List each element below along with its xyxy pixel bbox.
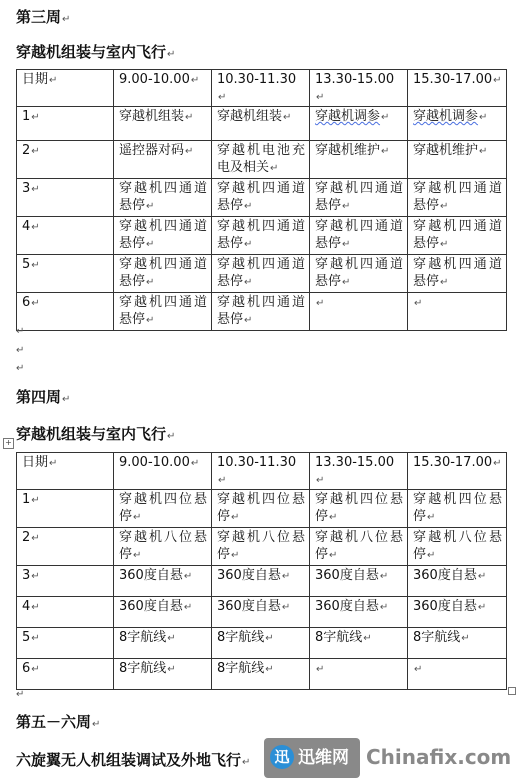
activity-cell[interactable] xyxy=(212,566,310,597)
cell-text: 穿越机维护 xyxy=(315,143,381,158)
header-cell-date[interactable] xyxy=(17,70,114,107)
cell-mark: ↵ xyxy=(381,146,390,157)
cell-text: 10.30-11.30 xyxy=(217,72,297,87)
cell-text: 穿越机组装 xyxy=(217,109,283,124)
cell-mark: ↵ xyxy=(218,92,227,103)
week4-heading xyxy=(16,388,70,409)
table-row xyxy=(17,293,507,331)
day-cell[interactable] xyxy=(17,597,114,628)
activity-cell[interactable] xyxy=(310,490,408,528)
activity-cell[interactable] xyxy=(212,628,310,659)
cell-text: 穿越机四通道悬停 xyxy=(315,219,403,251)
cell-text: 8字航线 xyxy=(119,630,167,645)
cell-mark: ↵ xyxy=(281,571,291,582)
table-row xyxy=(17,141,507,179)
week4-subheading xyxy=(16,425,175,446)
cell-text: 穿越机四通道悬停 xyxy=(413,219,502,251)
table-row xyxy=(17,255,507,293)
cell-mark: ↵ xyxy=(265,664,274,675)
cell-text: 15.30-17.00 xyxy=(413,455,493,470)
header-cell-time[interactable] xyxy=(408,453,507,490)
cell-text: 日期 xyxy=(22,455,49,470)
xunwei-logo-icon: 迅 xyxy=(270,745,294,769)
cell-text: 13.30-15.00 xyxy=(315,72,395,87)
activity-cell[interactable] xyxy=(310,217,408,255)
activity-cell[interactable] xyxy=(114,628,212,659)
cell-mark: ↵ xyxy=(31,260,40,271)
cell-mark: ↵ xyxy=(329,512,338,523)
activity-cell[interactable] xyxy=(310,628,408,659)
table-row xyxy=(17,490,507,528)
activity-cell[interactable] xyxy=(114,179,212,217)
cell-mark: ↵ xyxy=(414,664,423,675)
cell-text: 4 xyxy=(22,219,31,234)
cell-text: 穿越机四位悬停 xyxy=(315,492,403,524)
cell-mark: ↵ xyxy=(427,550,436,561)
week3-heading-text: 第三周 xyxy=(16,8,62,26)
activity-cell[interactable] xyxy=(408,628,507,659)
cell-text: 穿越机四通道悬停 xyxy=(315,181,403,213)
cell-mark: ↵ xyxy=(342,201,351,212)
activity-cell[interactable] xyxy=(310,179,408,217)
paragraph-mark: ↵ xyxy=(16,326,25,337)
cell-mark: ↵ xyxy=(146,277,155,288)
day-cell[interactable] xyxy=(17,179,114,217)
watermark-site-text: Chinafix.com xyxy=(366,745,512,769)
cell-mark: ↵ xyxy=(31,222,40,233)
cell-mark: ↵ xyxy=(231,550,240,561)
activity-cell[interactable] xyxy=(310,597,408,628)
cell-text: 穿越机四通道悬停 xyxy=(119,295,207,327)
paragraph-mark: ↵ xyxy=(62,14,71,25)
cell-text: 穿越机八位悬停 xyxy=(413,530,502,562)
header-cell-time[interactable] xyxy=(310,70,408,107)
cell-text: 9.00-10.00 xyxy=(119,455,190,470)
activity-cell[interactable] xyxy=(310,107,408,141)
cell-mark: ↵ xyxy=(493,75,502,86)
cell-text: 9.00-10.00 xyxy=(119,72,190,87)
activity-cell[interactable] xyxy=(212,528,310,566)
activity-cell[interactable] xyxy=(114,141,212,179)
table-row xyxy=(17,107,507,141)
table-row xyxy=(17,528,507,566)
cell-mark: ↵ xyxy=(31,184,40,195)
table-header-row xyxy=(17,70,507,107)
header-cell-time[interactable] xyxy=(310,453,408,490)
activity-cell[interactable] xyxy=(408,659,507,690)
cell-mark: ↵ xyxy=(342,239,351,250)
cell-mark: ↵ xyxy=(190,458,200,469)
activity-cell[interactable] xyxy=(114,597,212,628)
table-row xyxy=(17,628,507,659)
cell-text: 360度自悬 xyxy=(413,599,477,614)
day-cell[interactable] xyxy=(17,628,114,659)
cell-text: 穿越机维护 xyxy=(413,143,479,158)
cell-text: 8字航线 xyxy=(217,630,265,645)
cell-mark: ↵ xyxy=(167,664,176,675)
table-row xyxy=(17,566,507,597)
cell-text: 6 xyxy=(22,295,31,310)
activity-cell[interactable] xyxy=(212,255,310,293)
table-move-icon[interactable]: + xyxy=(3,438,14,449)
watermark-logo-text: 迅维网 xyxy=(298,748,349,768)
activity-cell[interactable] xyxy=(114,659,212,690)
paragraph-mark: ↵ xyxy=(16,363,25,374)
cell-text: 穿越机八位悬停 xyxy=(119,530,207,562)
cell-text: 1 xyxy=(22,109,31,124)
week56-heading xyxy=(16,713,100,734)
activity-cell[interactable] xyxy=(310,659,408,690)
cell-text: 穿越机四通道悬停 xyxy=(413,257,502,289)
cell-text: 穿越机四通道悬停 xyxy=(217,295,305,327)
cell-mark: ↵ xyxy=(461,633,470,644)
cell-mark: ↵ xyxy=(381,112,390,123)
cell-mark: ↵ xyxy=(49,75,58,86)
activity-cell[interactable] xyxy=(114,217,212,255)
cell-mark: ↵ xyxy=(31,633,40,644)
paragraph-mark: ↵ xyxy=(92,719,101,730)
cell-text: 穿越机调参 xyxy=(413,109,479,124)
activity-cell[interactable] xyxy=(310,528,408,566)
cell-mark: ↵ xyxy=(31,112,40,123)
week56-heading-text: 第五－六周 xyxy=(16,713,92,731)
cell-mark: ↵ xyxy=(281,602,291,613)
activity-cell[interactable] xyxy=(408,566,507,597)
cell-text: 穿越机四通道悬停 xyxy=(119,257,207,289)
activity-cell[interactable] xyxy=(212,141,310,179)
week3-schedule-table xyxy=(16,69,507,331)
cell-mark: ↵ xyxy=(183,571,193,582)
cell-mark: ↵ xyxy=(146,315,155,326)
week3-heading xyxy=(16,8,70,29)
cell-text: 8字航线 xyxy=(119,661,167,676)
cell-mark: ↵ xyxy=(316,664,325,675)
cell-text: 13.30-15.00 xyxy=(315,455,395,470)
week4-schedule-table xyxy=(16,452,507,690)
cell-text: 5 xyxy=(22,257,31,272)
cell-mark: ↵ xyxy=(133,550,142,561)
activity-cell[interactable] xyxy=(408,141,507,179)
cell-text: 15.30-17.00 xyxy=(413,72,493,87)
cell-mark: ↵ xyxy=(49,458,58,469)
header-cell-time[interactable] xyxy=(114,453,212,490)
cell-text: 穿越机四通道悬停 xyxy=(119,181,207,213)
activity-cell[interactable] xyxy=(408,107,507,141)
cell-text: 穿越机调参 xyxy=(315,109,381,124)
cell-text: 8字航线 xyxy=(315,630,363,645)
cell-mark: ↵ xyxy=(244,315,253,326)
activity-cell[interactable] xyxy=(310,141,408,179)
cell-text: 8字航线 xyxy=(413,630,461,645)
cell-mark: ↵ xyxy=(244,277,253,288)
week3-subheading xyxy=(16,43,175,64)
activity-cell[interactable] xyxy=(310,566,408,597)
cell-mark: ↵ xyxy=(146,201,155,212)
cell-text: 8字航线 xyxy=(217,661,265,676)
cell-mark: ↵ xyxy=(183,602,193,613)
day-cell[interactable] xyxy=(17,141,114,179)
week4-heading-text: 第四周 xyxy=(16,388,62,406)
activity-cell[interactable] xyxy=(114,566,212,597)
cell-text: 穿越机四通道悬停 xyxy=(217,219,305,251)
cell-text: 2 xyxy=(22,143,31,158)
table-row xyxy=(17,659,507,690)
cell-text: 2 xyxy=(22,530,31,545)
table-row xyxy=(17,217,507,255)
cell-text: 遥控器对码 xyxy=(119,143,185,158)
activity-cell[interactable] xyxy=(408,490,507,528)
cell-mark: ↵ xyxy=(167,633,176,644)
table-header-row xyxy=(17,453,507,490)
week4-subheading-text: 穿越机组装与室内飞行 xyxy=(16,425,167,443)
cell-mark: ↵ xyxy=(363,633,372,644)
cell-mark: ↵ xyxy=(270,163,279,174)
cell-text: 360度自悬 xyxy=(315,599,379,614)
cell-mark: ↵ xyxy=(316,475,325,486)
cell-text: 360度自悬 xyxy=(217,568,281,583)
watermark-logo xyxy=(264,738,360,778)
day-cell[interactable] xyxy=(17,528,114,566)
cell-text: 10.30-11.30 xyxy=(217,455,297,470)
cell-mark: ↵ xyxy=(440,201,449,212)
cell-mark: ↵ xyxy=(185,112,194,123)
cell-mark: ↵ xyxy=(31,298,40,309)
day-cell[interactable] xyxy=(17,490,114,528)
cell-text: 360度自悬 xyxy=(119,599,183,614)
cell-text: 穿越机四位悬停 xyxy=(413,492,502,524)
cell-mark: ↵ xyxy=(479,146,488,157)
cell-mark: ↵ xyxy=(31,571,40,582)
activity-cell[interactable] xyxy=(212,107,310,141)
cell-text: 穿越机四通道悬停 xyxy=(413,181,502,213)
cell-mark: ↵ xyxy=(231,512,240,523)
cell-text: 日期 xyxy=(22,72,49,87)
day-cell[interactable] xyxy=(17,566,114,597)
cell-text: 4 xyxy=(22,599,31,614)
cell-mark: ↵ xyxy=(379,602,389,613)
paragraph-mark: ↵ xyxy=(242,757,251,768)
activity-cell[interactable] xyxy=(310,255,408,293)
cell-text: 穿越机电池充电及相关 xyxy=(217,143,305,175)
day-cell[interactable] xyxy=(17,255,114,293)
cell-text: 穿越机八位悬停 xyxy=(217,530,305,562)
cell-text: 穿越机四通道悬停 xyxy=(315,257,403,289)
cell-text: 1 xyxy=(22,492,31,507)
cell-mark: ↵ xyxy=(283,112,292,123)
cell-text: 穿越机四通道悬停 xyxy=(119,219,207,251)
activity-cell[interactable] xyxy=(114,490,212,528)
activity-cell[interactable] xyxy=(212,597,310,628)
day-cell[interactable] xyxy=(17,293,114,331)
cell-mark: ↵ xyxy=(31,664,40,675)
cell-text: 5 xyxy=(22,630,31,645)
cell-mark: ↵ xyxy=(329,550,338,561)
cell-mark: ↵ xyxy=(146,239,155,250)
paragraph-mark: ↵ xyxy=(16,345,25,356)
cell-mark: ↵ xyxy=(265,633,274,644)
cell-text: 3 xyxy=(22,181,31,196)
cell-mark: ↵ xyxy=(342,277,351,288)
cell-mark: ↵ xyxy=(440,239,449,250)
cell-mark: ↵ xyxy=(477,571,487,582)
activity-cell[interactable] xyxy=(408,528,507,566)
activity-cell[interactable] xyxy=(212,179,310,217)
activity-cell[interactable] xyxy=(408,597,507,628)
cell-text: 360度自悬 xyxy=(315,568,379,583)
activity-cell[interactable] xyxy=(408,293,507,331)
cell-mark: ↵ xyxy=(31,602,40,613)
activity-cell[interactable] xyxy=(114,255,212,293)
header-cell-date[interactable] xyxy=(17,453,114,490)
week4-table-body xyxy=(17,453,507,690)
activity-cell[interactable] xyxy=(114,107,212,141)
cell-text: 穿越机组装 xyxy=(119,109,185,124)
cell-mark: ↵ xyxy=(31,533,40,544)
cell-mark: ↵ xyxy=(31,146,40,157)
activity-cell[interactable] xyxy=(310,293,408,331)
cell-mark: ↵ xyxy=(185,146,194,157)
paragraph-mark: ↵ xyxy=(167,49,176,60)
activity-cell[interactable] xyxy=(408,217,507,255)
cell-mark: ↵ xyxy=(133,512,142,523)
cell-mark: ↵ xyxy=(316,92,325,103)
cell-text: 6 xyxy=(22,661,31,676)
header-cell-time[interactable] xyxy=(114,70,212,107)
cell-mark: ↵ xyxy=(218,475,227,486)
cell-text: 穿越机八位悬停 xyxy=(315,530,403,562)
activity-cell[interactable] xyxy=(408,179,507,217)
activity-cell[interactable] xyxy=(212,293,310,331)
activity-cell[interactable] xyxy=(212,659,310,690)
cell-mark: ↵ xyxy=(244,201,253,212)
cell-text: 360度自悬 xyxy=(413,568,477,583)
week3-subheading-text: 穿越机组装与室内飞行 xyxy=(16,43,167,61)
day-cell[interactable] xyxy=(17,659,114,690)
activity-cell[interactable] xyxy=(212,217,310,255)
cell-mark: ↵ xyxy=(493,458,502,469)
cell-text: 穿越机四位悬停 xyxy=(119,492,207,524)
cell-mark: ↵ xyxy=(316,298,325,309)
header-cell-time[interactable] xyxy=(408,70,507,107)
activity-cell[interactable] xyxy=(114,528,212,566)
cell-mark: ↵ xyxy=(477,602,487,613)
day-cell[interactable] xyxy=(17,107,114,141)
cell-text: 3 xyxy=(22,568,31,583)
activity-cell[interactable] xyxy=(114,293,212,331)
cell-text: 穿越机四通道悬停 xyxy=(217,257,305,289)
cell-mark: ↵ xyxy=(190,75,200,86)
header-cell-time[interactable] xyxy=(212,70,310,107)
cell-text: 穿越机四通道悬停 xyxy=(217,181,305,213)
activity-cell[interactable] xyxy=(212,490,310,528)
table-resize-icon[interactable] xyxy=(508,687,516,695)
table-row xyxy=(17,597,507,628)
header-cell-time[interactable] xyxy=(212,453,310,490)
week56-subheading xyxy=(16,751,250,772)
cell-mark: ↵ xyxy=(244,239,253,250)
week56-subheading-text: 六旋翼无人机组装调试及外地飞行 xyxy=(16,751,242,769)
week3-table-body xyxy=(17,70,507,331)
cell-mark: ↵ xyxy=(414,298,423,309)
paragraph-mark: ↵ xyxy=(16,689,25,700)
table-row xyxy=(17,179,507,217)
paragraph-mark: ↵ xyxy=(62,394,71,405)
cell-mark: ↵ xyxy=(427,512,436,523)
cell-mark: ↵ xyxy=(479,112,488,123)
cell-text: 360度自悬 xyxy=(217,599,281,614)
cell-mark: ↵ xyxy=(31,495,40,506)
day-cell[interactable] xyxy=(17,217,114,255)
cell-text: 360度自悬 xyxy=(119,568,183,583)
cell-mark: ↵ xyxy=(379,571,389,582)
cell-text: 穿越机四位悬停 xyxy=(217,492,305,524)
paragraph-mark: ↵ xyxy=(167,431,176,442)
activity-cell[interactable] xyxy=(408,255,507,293)
cell-mark: ↵ xyxy=(440,277,449,288)
